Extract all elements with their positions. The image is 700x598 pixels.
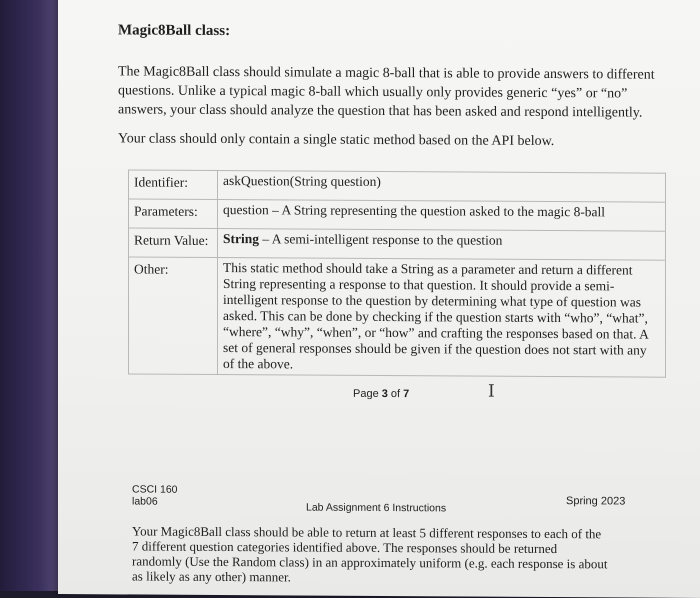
course-code: CSCI 160	[132, 483, 178, 496]
assignment-title: Lab Assignment 6 Instructions	[306, 501, 447, 515]
api-intro-paragraph: Your class should only contain a single static method based on the API below.	[118, 131, 555, 150]
lab-code: lab06	[132, 495, 158, 508]
parameters-label: Parameters:	[129, 199, 218, 229]
page-number	[353, 388, 409, 400]
table-row	[129, 257, 666, 377]
table-row	[129, 199, 666, 231]
return-value-label: Return Value:	[129, 228, 218, 258]
screen-bezel	[0, 0, 64, 591]
closing-paragraph: Your Magic8Ball class should be able to return at least 5 different responses to each of the 7 different question categories identified above. The responses should be returned randomly (Use the Random class) in an approximately uniform (e.g. each response is about as likely as any other) manner.	[132, 523, 608, 585]
table-row	[129, 228, 666, 260]
parameters-value: question – A String representing the question asked to the magic 8-ball	[218, 199, 666, 231]
table-row	[129, 170, 666, 202]
course-info	[132, 483, 178, 507]
page-prefix: Page	[353, 387, 382, 400]
identifier-label: Identifier:	[129, 170, 218, 200]
return-value-cell	[218, 228, 666, 260]
return-description: – A semi-intelligent response to the question	[259, 231, 503, 248]
return-type: String	[223, 231, 260, 247]
page-total: 7	[403, 388, 410, 401]
other-value-cell	[218, 257, 666, 377]
section-heading: Magic8Ball class:	[118, 22, 231, 40]
other-value: This static method should take a String as a parameter and return a different String representing a response to that question. It should provide a semi-intelligent response to the question by determining what type of question was asked. This can be done by checking if the question starts with “who”, “what”, “where”, “why”, “when”, or “how” and crafting the responses based on that. A set of general responses should be given if the question does not start with any of the above.	[223, 260, 649, 372]
identifier-value: askQuestion(String question)	[218, 170, 666, 202]
document-page	[58, 0, 700, 598]
other-label: Other:	[129, 257, 218, 375]
page-of: of	[387, 388, 404, 401]
api-table	[128, 169, 666, 377]
page-current: 3	[381, 387, 388, 401]
intro-paragraph: The Magic8Ball class should simulate a magic 8-ball that is able to provide answers to different questions. Unlike a typical magic 8-ball which usually only provides generic “yes” or “no” answers, your class should analyze the question that has been asked and respond intelligently.	[118, 64, 655, 121]
term-label: Spring 2023	[566, 495, 626, 508]
text-cursor-icon: I	[488, 381, 495, 402]
